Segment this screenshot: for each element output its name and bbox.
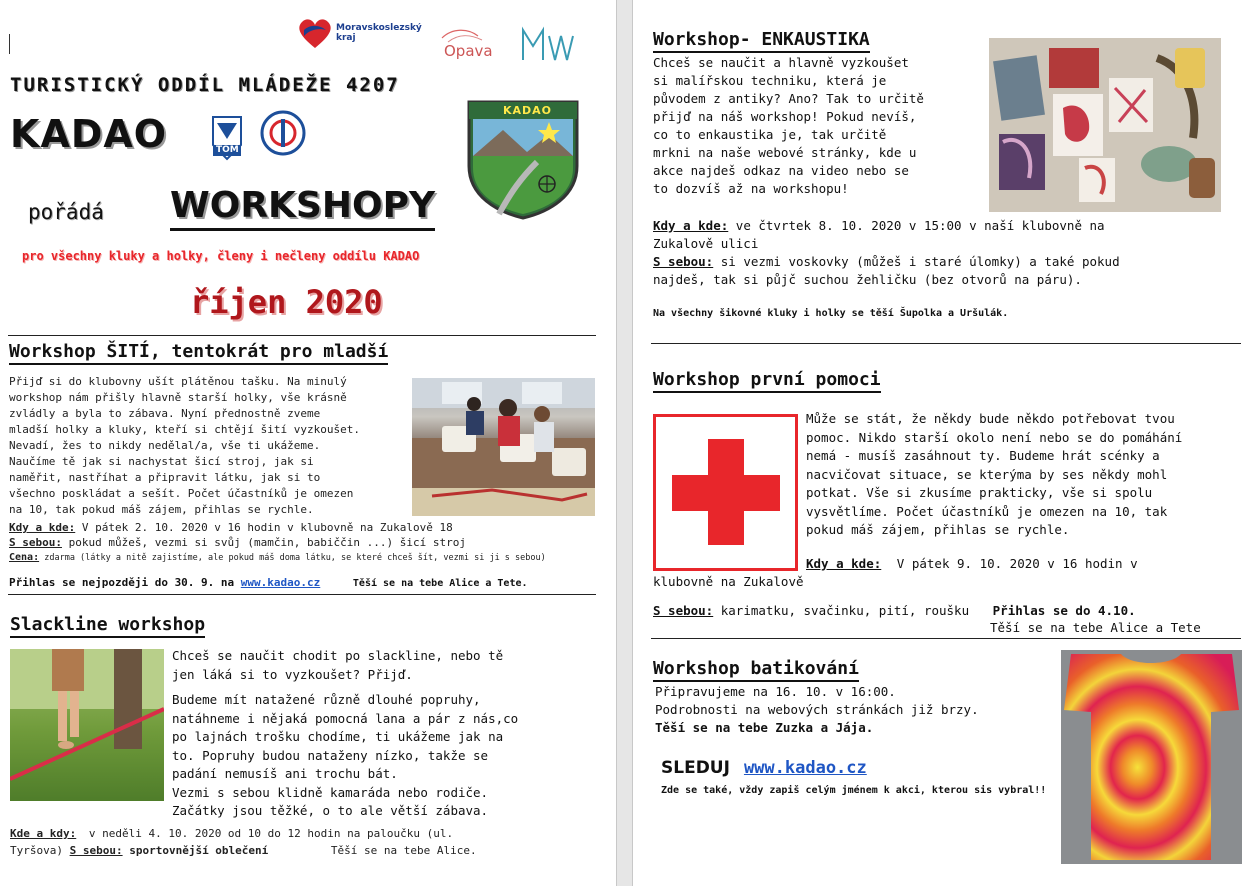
firstaid-when-text: V pátek 9. 10. 2020 v 16 hodin v (896, 556, 1138, 571)
sewing-line: workshop nám přišly hlavně starší holky, vše krásně (9, 391, 347, 404)
sewing-title: Workshop ŠITÍ, tentokrát pro mladší (9, 341, 388, 365)
firstaid-line: vysvětlíme. Počet účastníků je omezen na 10, tak (806, 503, 1168, 519)
firstaid-when (806, 555, 1246, 574)
sewing-line: zvládly a byla to zábava. Nyní přednostně zveme (9, 407, 321, 420)
sewing-signup (9, 575, 609, 592)
encaustic-line: Chceš se naučit a hlavně vyzkoušet (653, 55, 909, 70)
sewing-machines-illustration (412, 378, 595, 516)
encaustic-description (653, 54, 993, 198)
firstaid-description (806, 410, 1246, 540)
region-logo (296, 16, 422, 50)
slackline-body-line: Budeme mít natažené různě dlouhé popruhy, (172, 692, 481, 707)
firstaid-line: nacvičovat situace, se kterýma by ses někdy mohl (806, 466, 1168, 482)
firstaid-line: nemá - musíš zasáhnout ty. Budeme hrát scénky a (806, 448, 1160, 463)
firstaid-when-text2: klubovně na Zukalově (653, 574, 804, 589)
sewing-price-label: Cena: (9, 552, 40, 563)
divider-1 (8, 335, 596, 336)
slackline-intro-line: Chceš se naučit chodit po slackline, nebo tě (172, 648, 504, 663)
sewing-description (9, 374, 409, 518)
slackline-body-line: padání nemusíš ani trochu bát. (172, 766, 398, 781)
slackline-body-line: natáhneme i nějaká pomocná lana a pár z nás,co (172, 710, 519, 726)
sewing-line: mladší holky a kluky, kteří si chtějí šití vyzkoušet. (9, 423, 360, 436)
slackline-when-text2: Tyršova) (10, 844, 63, 857)
sewing-when (9, 520, 609, 536)
tom-logo (209, 115, 245, 161)
firstaid-cross-image (653, 414, 798, 571)
slackline-illustration (10, 649, 164, 801)
tom-logo-text: TOM (216, 145, 239, 155)
sewing-bring (9, 535, 609, 551)
sewing-line: Přijď si do klubovny ušít plátěnou tašku. Na minulý (9, 375, 347, 388)
sewing-looking-forward: Těší se na tebe Alice a Tete. (352, 578, 528, 589)
region-logo-text: Moravskoslezský kraj (336, 23, 422, 43)
follow-label: SLEDUJ (661, 758, 730, 778)
page-left (0, 0, 617, 886)
encaustic-line: co to enkaustika je, tak určitě (653, 127, 887, 142)
red-cross-icon (656, 417, 795, 568)
org-name: TURISTICKÝ ODDÍL MLÁDEŽE 4207 (10, 74, 400, 96)
batik-line1: Připravujeme na 16. 10. v 16:00. (655, 684, 896, 699)
encaustic-bring-label: S sebou: (653, 254, 714, 269)
batik-line3: Těší se na tebe Zuzka a Jája. (655, 720, 874, 735)
encaustic-when (653, 217, 1243, 253)
slackline-photo (10, 649, 164, 801)
encaustic-line: si malířskou techniku, která je (653, 73, 887, 88)
encaustic-note: Na všechny šikovné kluky i holky se těší Šupolka a Uršulák. (653, 308, 1009, 319)
encaustic-bring-text2: najdeš, tak si půjč suchou žehličku (bez otvorů na páru). (653, 272, 1082, 287)
divider-3 (651, 343, 1241, 344)
workshopy-title: WORKSHOPY (170, 184, 435, 231)
sewing-when-label: Kdy a kde: (9, 521, 76, 534)
kadao-badge (463, 96, 583, 220)
firstaid-bring-label: S sebou: (653, 603, 714, 618)
encaustic-when-text: ve čtvrtek 8. 10. 2020 v 15:00 v naší klubovně na (735, 218, 1105, 233)
tiedye-photo (1061, 650, 1242, 864)
divider-4 (651, 638, 1241, 639)
sewing-line: Naučíme tě jak si nachystat šicí stroj, jak si (9, 455, 314, 468)
club-name: KADAO (10, 112, 168, 156)
sewing-signup-text: Přihlas se nejpozději do 30. 9. na (9, 576, 235, 589)
firstaid-line: Může se stát, že někdy bude někdo potřebovat tvou (806, 411, 1175, 426)
sewing-when-text: V pátek 2. 10. 2020 v 16 hodin v klubovně na Zukalově 18 (81, 521, 453, 534)
firstaid-line: pokud máš zájem, přihlas se rychle. (806, 522, 1070, 537)
opava-logo (438, 26, 500, 62)
encaustic-line: původem z antiky? Ano? Tak to určitě (653, 91, 924, 106)
encaustic-line: akce najdeš odkaz na video nebo se (653, 163, 909, 178)
batik-details (655, 683, 1055, 737)
sewing-bring-label: S sebou: (9, 536, 62, 549)
month-title: říjen 2020 (190, 283, 383, 321)
firstaid-signup: Přihlas se do 4.10. (992, 603, 1136, 618)
slackline-looking-forward: Těší se na tebe Alice. (330, 844, 477, 857)
follow-link[interactable]: www.kadao.cz (743, 758, 867, 778)
slackline-title: Slackline workshop (10, 614, 205, 638)
slackline-when-text: v neděli 4. 10. 2020 od 10 do 12 hodin na paloučku (ul. (88, 827, 454, 840)
divider-2 (8, 594, 596, 595)
sewing-line: naměřit, nastříhat a připravit látku, jak si to (9, 471, 321, 484)
batik-line2: Podrobnosti na webových stránkách již brzy. (655, 702, 979, 717)
sewing-bring-text: pokud můžeš, vezmi si svůj (mamčin, babiččin ...) šicí stroj (68, 536, 466, 549)
page-right (632, 0, 1255, 886)
opava-logo-text: Opava (444, 42, 493, 60)
msmt-logo (519, 24, 577, 64)
sewing-price (9, 552, 589, 564)
encaustic-line: to dozvíš až na workshopu! (653, 181, 849, 196)
follow-row (661, 758, 867, 778)
audience-line: pro všechny kluky a holky, členy i nečleny oddílu KADAO (22, 249, 420, 263)
encaustic-line: mrkni na naše webové stránky, kde u (653, 145, 917, 160)
encaustic-line: přijď na náš workshop! Pokud nevíš, (653, 109, 917, 124)
sewing-signup-link[interactable]: www.kadao.cz (240, 576, 321, 589)
encaustic-when-text2: Zukalově ulici (653, 236, 759, 251)
encaustic-art-illustration (989, 38, 1221, 212)
slackline-body-line: po lajnách trošku chodíme, ti ukážeme jak na (172, 729, 504, 744)
sewing-price-text: zdarma (látky a nitě zajistíme, ale pokud máš doma látku, se které chceš šít, vezmi si ji s sebou) (44, 553, 546, 563)
poradá-label: pořádá (28, 200, 104, 224)
sewing-line: všechno poskládat a sešít. Počet účastníků je omezen (9, 487, 354, 500)
encaustic-photo (989, 38, 1221, 212)
slackline-when-label: Kde a kdy: (10, 827, 77, 840)
firstaid-bring-text: karimatku, svačinku, pití, roušku (720, 603, 970, 618)
slackline-body (172, 691, 612, 821)
text-cursor (9, 34, 10, 54)
firstaid-bring (653, 602, 1248, 620)
encaustic-bring-text: si vezmi voskovky (můžeš i staré úlomky) a také pokud (720, 254, 1120, 269)
kct-logo (260, 110, 306, 156)
slackline-body-line: Začátky jsou těžké, o to ale větší zábava. (172, 803, 489, 818)
firstaid-line: pomoc. Nikdo starší okolo není nebo se do pomáhání (806, 429, 1183, 445)
sewing-line: na 10, tak pokud máš zájem, přihlas se rychle. (9, 503, 314, 516)
slackline-intro (172, 647, 612, 684)
slackline-bring-text: sportovnější oblečení (129, 844, 269, 857)
slackline-bring (10, 843, 610, 859)
msmt-mark-icon (519, 24, 577, 64)
slackline-body-line: Vezmi s sebou klidně kamaráda nebo rodiče. (172, 784, 489, 800)
kct-emblem-icon (260, 110, 306, 156)
follow-note: Zde se také, vždy zapiš celým jménem k akci, kterou sis vybral!! (661, 785, 1047, 796)
firstaid-title: Workshop první pomoci (653, 369, 881, 393)
region-heart-icon (296, 16, 334, 50)
sewing-photo (412, 378, 595, 516)
encaustic-title: Workshop- ENKAUSTIKA (653, 29, 870, 53)
slackline-bring-label: S sebou: (69, 844, 123, 857)
slackline-body-line: to. Popruhy budou nataženy nízko, takže se (172, 747, 489, 763)
sewing-line: Nevadí, žes to nikdy nedělal/a, vše ti ukážeme. (9, 439, 321, 452)
encaustic-when-label: Kdy a kde: (653, 218, 729, 233)
firstaid-looking-forward: Těší se na tebe Alice a Tete (990, 620, 1201, 635)
firstaid-line: potkat. Vše si zkusíme prakticky, vše si spolu (806, 485, 1153, 500)
slackline-intro-line: jen láká si to vyzkoušet? Přijď. (172, 666, 413, 682)
tiedye-shirt-illustration (1061, 650, 1242, 864)
encaustic-bring (653, 253, 1248, 289)
slackline-when (10, 826, 610, 842)
batik-title: Workshop batikování (653, 658, 859, 682)
badge-text: KADAO (503, 104, 553, 117)
firstaid-when-label: Kdy a kde: (806, 556, 882, 571)
